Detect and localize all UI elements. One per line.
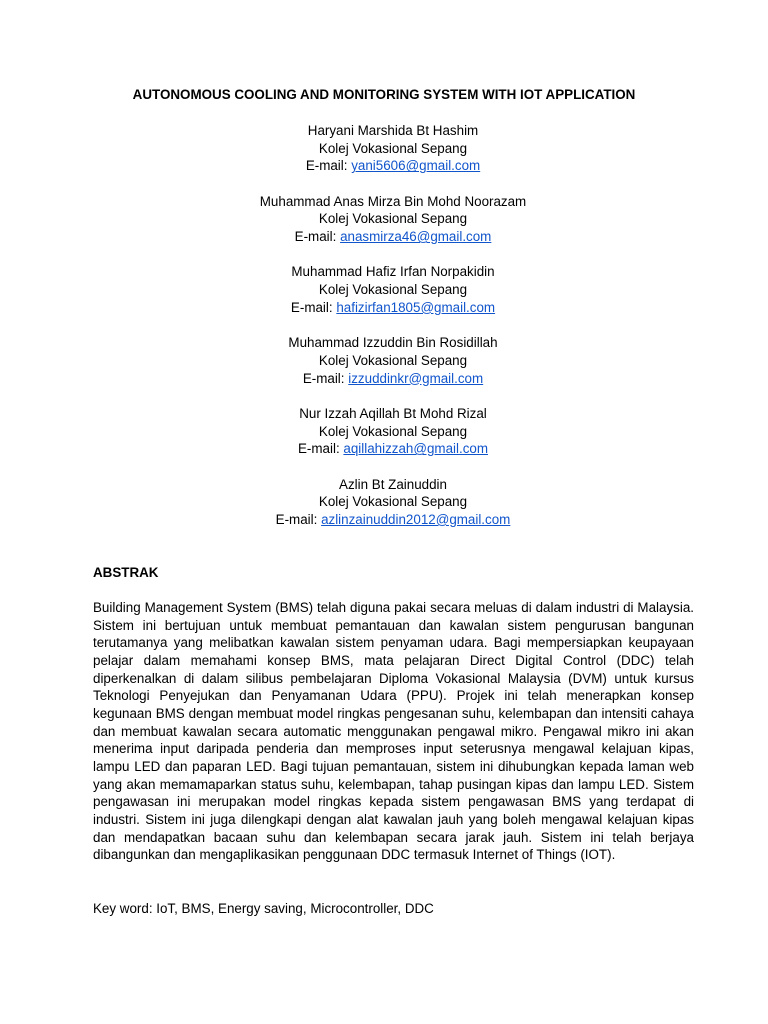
author-block bbox=[0, 122, 768, 175]
paper-title: AUTONOMOUS COOLING AND MONITORING SYSTEM WITH IOT APPLICATION bbox=[132, 87, 636, 102]
abstract-body: Building Management System (BMS) telah diguna pakai secara meluas di dalam industri di Malaysia. Sistem ini bertujuan untuk membuat pemantauan dan kawalan sistem pengurusan bangunan terutamanya yang melibatkan kawalan sistem penyaman udara. Bagi mempersiapkan keupayaan pelajar dalam memahami konsep BMS, mata pelajaran Direct Digital Control (DDC) telah diperkenalkan di dalam silibus pembelajaran Diploma Vokasional Malaysia (DVM) untuk kursus Teknologi Penyejukan dan Penyamanan Udara (PPU). Projek ini telah menerapkan konsep kegunaan BMS dengan membuat model ringkas pengesanan suhu, kelembapan dan intensiti cahaya dan membuat kawalan secara automatic menggunakan pengawal mikro. Pengawal mikro ini akan menerima input daripada penderia dan memproses input seterusnya mengawal kelajuan kipas, lampu LED dan paparan LED. Bagi tujuan pemantauan, sistem ini dihubungkan kepada laman web yang akan memamaparkan status suhu, kelembapan, tahap pusingan kipas dan lampu LED. Sistem pengawasan ini merupakan model ringkas kepada sistem pengawasan BMS yang terdapat di industri. Sistem ini juga dilengkapi dengan alat kawalan jauh yang boleh mengawal kelajuan kipas dan mendapatkan bacaan suhu dan kelembapan secara jarak jauh. Sistem ini telah berjaya dibangunkan dan mengaplikasikan penggunaan DDC termasuk Internet of Things (IOT). bbox=[93, 600, 694, 863]
author-email-line bbox=[0, 440, 768, 458]
email-link[interactable]: yani5606@gmail.com bbox=[351, 158, 481, 174]
author-institution: Kolej Vokasional Sepang bbox=[318, 494, 468, 510]
author-list bbox=[0, 122, 768, 546]
author-name: Azlin Bt Zainuddin bbox=[339, 476, 447, 492]
email-link[interactable]: izzuddinkr@gmail.com bbox=[348, 370, 484, 386]
author-institution: Kolej Vokasional Sepang bbox=[318, 352, 468, 368]
email-link[interactable]: anasmirza46@gmail.com bbox=[340, 229, 492, 245]
author-institution: Kolej Vokasional Sepang bbox=[318, 282, 468, 298]
email-label: E-mail: bbox=[305, 158, 348, 174]
email-link[interactable]: azlinzainuddin2012@gmail.com bbox=[321, 511, 511, 527]
email-label: E-mail: bbox=[290, 299, 333, 315]
abstract-heading: ABSTRAK bbox=[93, 565, 159, 580]
email-label: E-mail: bbox=[275, 511, 318, 527]
author-block bbox=[0, 263, 768, 316]
author-name: Muhammad Hafiz Irfan Norpakidin bbox=[291, 264, 495, 280]
author-institution: Kolej Vokasional Sepang bbox=[318, 211, 468, 227]
author-email-line bbox=[0, 228, 768, 246]
author-name: Muhammad Anas Mirza Bin Mohd Noorazam bbox=[259, 193, 527, 209]
author-name: Nur Izzah Aqillah Bt Mohd Rizal bbox=[299, 405, 487, 421]
author-institution: Kolej Vokasional Sepang bbox=[318, 423, 468, 439]
author-name: Haryani Marshida Bt Hashim bbox=[307, 123, 479, 138]
email-label: E-mail: bbox=[302, 370, 345, 386]
author-email-line bbox=[0, 370, 768, 388]
author-name: Muhammad Izzuddin Bin Rosidillah bbox=[288, 335, 498, 351]
author-institution: Kolej Vokasional Sepang bbox=[318, 140, 468, 156]
author-email-line bbox=[0, 157, 768, 175]
author-email-line bbox=[0, 299, 768, 317]
author-block bbox=[0, 193, 768, 246]
author-block bbox=[0, 334, 768, 387]
email-link[interactable]: hafizirfan1805@gmail.com bbox=[336, 299, 496, 315]
author-email-line bbox=[0, 511, 768, 529]
author-block bbox=[0, 476, 768, 529]
email-label: E-mail: bbox=[294, 229, 337, 245]
keywords-line: Key word: IoT, BMS, Energy saving, Microcontroller, DDC bbox=[93, 901, 434, 916]
author-block bbox=[0, 405, 768, 458]
email-label: E-mail: bbox=[298, 441, 340, 457]
email-link[interactable]: aqillahizzah@gmail.com bbox=[343, 441, 488, 457]
